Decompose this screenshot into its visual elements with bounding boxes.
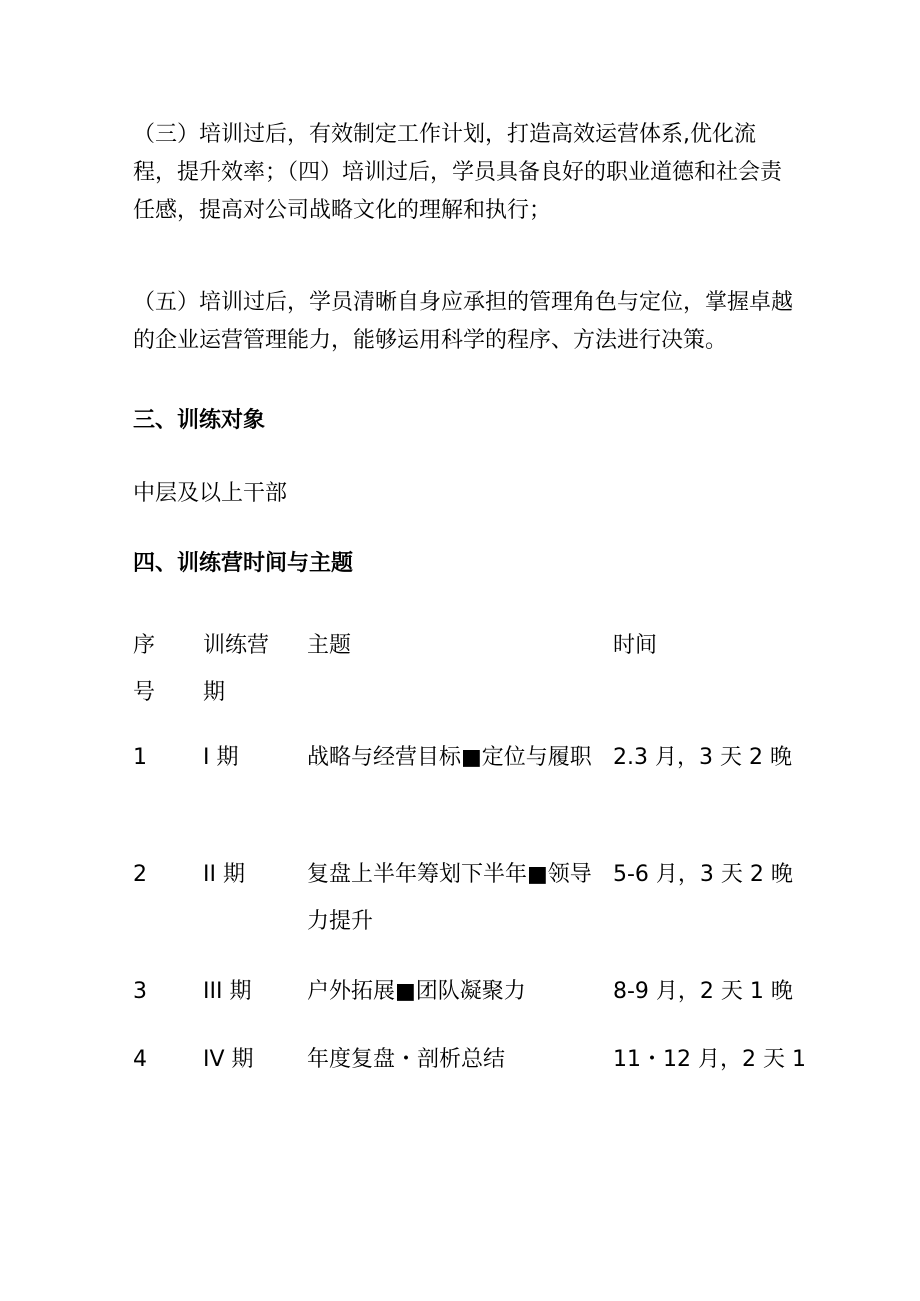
- row-seq: 4: [133, 1047, 147, 1072]
- header-topic: 主题: [307, 633, 352, 658]
- row-time: 8-9 月，2 天 1 晚: [613, 979, 793, 1004]
- header-period: 训练营期: [203, 633, 270, 705]
- schedule-table: [133, 622, 813, 1096]
- row-time: 2.3 月，3 天 2 晚: [613, 745, 792, 770]
- section-heading-camp-schedule: 四、训练营时间与主题: [133, 551, 354, 576]
- row-topic: 年度复盘・剖析总结: [307, 1047, 506, 1072]
- header-time: 时间: [613, 633, 658, 658]
- row-seq: 2: [133, 862, 147, 887]
- row-time: 5-6 月，3 天 2 晚: [613, 862, 793, 887]
- table-row: [133, 968, 813, 1036]
- row-topic: 复盘上半年筹划下半年■领导力提升: [307, 862, 592, 934]
- row-period: I 期: [203, 745, 239, 770]
- row-topic: 户外拓展■团队凝聚力: [307, 979, 526, 1004]
- header-seq: 序号: [133, 633, 156, 705]
- row-time: 11・12 月，2 天 1: [613, 1047, 806, 1072]
- paragraph-goal-5: （五）培训过后，学员清晰自身应承担的管理角色与定位，掌握卓越的企业运营管理能力，能够运用科学的程序、方法进行决策。: [133, 290, 794, 353]
- training-target-text: 中层及以上干部: [133, 481, 288, 506]
- table-row: [133, 734, 813, 851]
- row-topic: 战略与经营目标■定位与履职: [307, 745, 592, 770]
- table-row: [133, 851, 813, 968]
- table-header-row: [133, 622, 813, 734]
- section-heading-training-target: 三、训练对象: [133, 408, 266, 433]
- row-period: II 期: [203, 862, 245, 887]
- paragraph-goals-3-4: （三）培训过后，有效制定工作计划，打造高效运营体系,优化流程，提升效率；（四）培训过后，学员具备良好的职业道德和社会责任感，提高对公司战略文化的理解和执行；: [133, 122, 783, 223]
- row-period: IV 期: [203, 1047, 254, 1072]
- row-seq: 3: [133, 979, 147, 1004]
- row-seq: 1: [133, 745, 147, 770]
- table-row: [133, 1036, 813, 1096]
- row-period: III 期: [203, 979, 252, 1004]
